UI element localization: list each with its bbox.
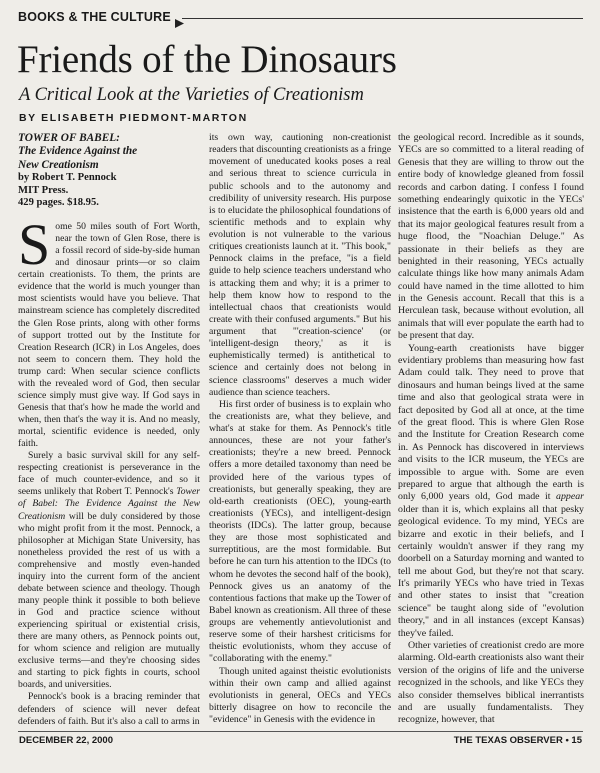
paragraph-text: Young-earth creationists have bigger evidentiary problems than measuring how fast Adam could talk. They need to prove that dinosaurs and human beings lived at the same time and also that geological strata were in fact deposited by God all at once, at the time of the great flood. This is where Glen Rose and the Institute for Creation Research come in. As Pennock has discovered in interviews and visits to the ICR museum, the YECs are impossible to argue with. Some are even prepared to argue that although the earth is only 6,000 years old, God made it — [398, 342, 584, 503]
book-title-line: New Creationism — [18, 158, 99, 171]
footer-publication: THE TEXAS OBSERVER • 15 — [453, 735, 582, 746]
paragraph-text: Surely a basic survival skill for any self-respecting creationist is perseverance in the face of much counter-evidence, and so it seems unlikely that Robert T. Pennock's — [18, 450, 200, 498]
body-paragraph: the geological record. Incredible as it sounds, YECs are so committed to a literal reading of Genesis that they are willing to throw out the entire body of knowledge gleaned from fossil records and carbon dating. I confess I found something endearingly quixotic in the YECs' insistence that the earth is 6,000 years old and that its major geological features result from a huge flood, the "Noachian Deluge." As passionate in their beliefs as they are benighted in their reasoning, YECs actually calculate things like how many animals Adam could have named in the time allotted to him in the Genesis account. Recall that this is a Herculean task, because without evolution, all animals that will ever populate the earth had to be present that day. — [398, 132, 584, 342]
body-paragraph: Other varieties of creationist credo are more alarming. Old-earth creationists also want their version of the origins of life and the universe recognized in the schools, and like YECs they also consider themselves biblical inerrantists and are usually fundamentalists. They recognize, however, that — [398, 640, 584, 726]
body-paragraph — [398, 343, 584, 640]
book-title-line: TOWER OF BABEL: — [18, 132, 120, 144]
body-paragraph: His first order of business is to explain who the creationists are, what they believe, and what's at stake for them. As Pennock's title announces, these are not your father's creationists; they're a new breed. Pennock offers a more detailed taxonomy than need be provided here of the various types of creationists, but generally speaking, they are old-earth creationists (OEC), young-earth creationists (YECs), and intelligent-design theorists (IDCs). The latter group, because they are those most sophisticated and surreptitious, are the most formidable. But before he can turn his attention to the IDCs (to whom he devotes the second half of the book), Pennock gives us an anatomy of the contentious factions that make up the Tower of Babel known as creationism. All three of these groups are vehemently antievolutionist and reserve some of their harshest criticisms for theistic evolutionists, whom they accuse of "collaborating with the enemy." — [209, 398, 391, 665]
paragraph-text: ome 50 miles south of Fort Worth, near the town of Glen Rose, there is a fossil record of side-by-side human and dinosaur prints—or so claim certain creationists. To them, the prints are evidence that the world is much younger than most scientists would have you believe. That mainstream science has completely discredited the Glen Rose prints, along with other forms of support trotted out by the Institute for Creation Research (ICR) in Los Angeles, does not seem to concern them. They hold the trump card: When secular science conflicts with the revealed word of God, then secular science simply must give way. If God says in Genesis that that's how he made the world and when, then that's the way it is. And no measly, mortal, scientific evidence is needed, only faith. — [18, 221, 200, 450]
paragraph-text: will be duly considered by those who might profit from it the most. Pennock, a philosopher at Michigan State University, has nonetheless provided the rest of us with a comprehensive and mostly even-handed inquiry into the current form of the ancient debate between science and theology. Though many people think it possible to both believe in God and practice science without experiencing spiritual or existential crisis, there are many others, as Pennock points out, for whom science and religion are mutually exclusive terms—and they're choosing sides and starting to pick fights in courts, school boards, and universities. — [18, 510, 200, 691]
body-paragraph: its own way, cautioning non-creationist readers that discounting creationists as a fringe movement of uneducated kooks poses a real and serious threat to science curricula in public schools and to the autonomy and credibility of university research. His purpose is to elucidate the philosophical foundations of scientific methods and to explain why evolution is not vulnerable to the various critiques creationists launch at it. "This book," Pennock claims in the preface, "is a field guide to help science teachers understand who is attacking them and why; it is a primer to help them know how to respond to the intellectual chaos that creationists would create with their confused arguments." But his argument that "'creation-science' (or 'intelligent-design theory,' as it is euphemistically termed) is antithetical to science and certainly does not belong in science classrooms" deserves a much wider audience than science teachers. — [209, 132, 391, 398]
arrow-right-icon — [175, 19, 184, 28]
emphasis-text: appear — [556, 491, 584, 503]
footer-date: DECEMBER 22, 2000 — [19, 735, 113, 746]
text-column-3 — [398, 132, 584, 727]
paragraph-text: older than it is, which explains all that pesky geological evidence. To my mind, YECs are bizarre and exotic in their beliefs, and I certainly wouldn't answer if they rang my doorbell on a Saturday morning and wanted to tell me about God, but they're not that scary. It's primarily YECs who have tried in Texas and other states to insist that "creation science" be taught along side of "evolution theory," and in all instances (except Kansas) they've failed. — [398, 503, 584, 639]
book-publisher: MIT Press. — [18, 184, 69, 196]
body-paragraph: Pennock's book is a bracing reminder that defenders of science will never defeat defenders of faith. But it's also a call to arms in — [18, 691, 200, 727]
book-info — [18, 172, 200, 210]
article-subtitle: A Critical Look at the Varieties of Creationism — [19, 85, 364, 105]
book-pages-price: 429 pages. $18.95. — [18, 197, 99, 209]
section-label: BOOKS & THE CULTURE — [18, 10, 171, 24]
section-header — [18, 10, 583, 26]
article-title: Friends of the Dinosaurs — [17, 38, 397, 81]
article-byline: BY ELISABETH PIEDMONT-MARTON — [19, 112, 248, 124]
book-title — [18, 132, 200, 172]
footer-rule — [18, 731, 583, 732]
section-rule — [182, 18, 583, 19]
body-paragraph: Though united against theistic evolutionists within their own camp and allied against evolutionists in general, OECs and YECs bitterly disagree on how to reconcile the "evidence" in Genesis with the evidence in — [209, 665, 391, 725]
book-author: by Robert T. Pennock — [18, 172, 117, 184]
book-title-reference: Tower of Babel: The Evidence Against the New Creationism — [18, 486, 200, 522]
book-title-line: The Evidence Against the — [18, 145, 138, 158]
body-paragraph — [18, 212, 200, 450]
text-column-1 — [18, 132, 200, 728]
body-paragraph — [18, 450, 200, 691]
text-column-2 — [209, 132, 391, 726]
drop-cap: S — [18, 212, 51, 277]
